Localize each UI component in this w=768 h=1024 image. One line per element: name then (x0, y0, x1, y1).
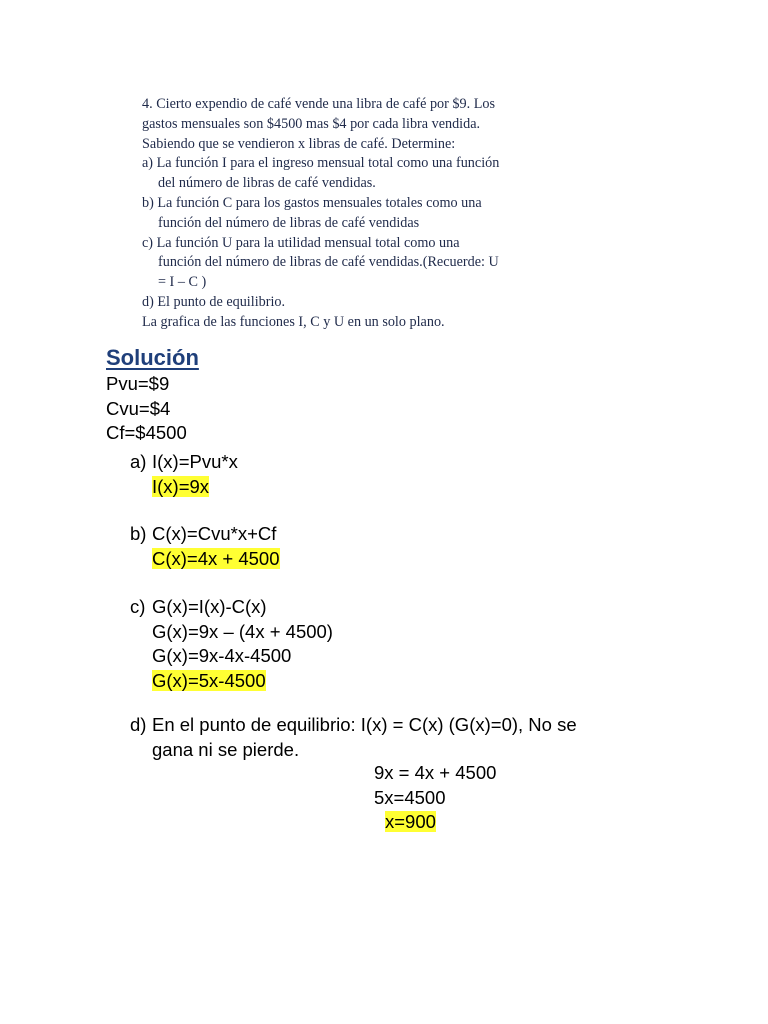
problem-line: función del número de libras de café vendidas.(Recuerde: U (158, 254, 499, 271)
item-d-label: d) (130, 714, 147, 735)
item-c-result: G(x)=5x-4500 (152, 669, 266, 691)
problem-line: c) La función U para la utilidad mensual total como una (142, 234, 460, 251)
item-c-step1: G(x)=9x – (4x + 4500) (152, 620, 333, 642)
item-d-text: En el punto de equilibrio: I(x) = C(x) (G(x)=0), No se (152, 714, 577, 735)
item-b-formula: C(x)=Cvu*x+Cf (152, 523, 277, 544)
problem-line: 4. Cierto expendio de café vende una libra de café por $9. Los (142, 96, 495, 112)
problem-line: Sabiendo que se vendieron x libras de café. Determine: (142, 135, 456, 152)
item-c-formula: G(x)=I(x)-C(x) (152, 596, 267, 617)
item-a-result: I(x)=9x (152, 475, 210, 497)
problem-line: gastos mensuales son $4500 mas $4 por cada libra vendida. (142, 115, 481, 132)
item-d-text-cont: gana ni se pierde. (152, 738, 300, 760)
solution-title: Solución (106, 345, 199, 370)
solution-header (106, 344, 199, 446)
item-c-step2: G(x)=9x-4x-4500 (152, 645, 292, 666)
item-b-label: b) (130, 523, 147, 544)
item-a-formula: I(x)=Pvu*x (152, 451, 238, 472)
pvu-value: Pvu=$9 (106, 373, 170, 394)
cf-value: Cf=$4500 (106, 422, 187, 443)
problem-line: = I – C ) (158, 274, 207, 291)
item-c-label: c) (130, 596, 146, 617)
problem-line: b) La función C para los gastos mensuales totales como una (142, 194, 482, 211)
equilibrium-result: x=900 (385, 811, 436, 832)
item-a-label: a) (130, 451, 147, 472)
item-b-result: C(x)=4x + 4500 (152, 547, 280, 569)
problem-line: La grafica de las funciones I, C y U en un solo plano. (142, 313, 445, 330)
problem-line: d) El punto de equilibrio. (142, 293, 286, 310)
problem-line: a) La función I para el ingreso mensual total como una función (142, 155, 500, 172)
problem-statement-image (142, 95, 552, 333)
equation-2: 5x=4500 (374, 787, 446, 808)
cvu-value: Cvu=$4 (106, 397, 171, 419)
equation-1: 9x = 4x + 4500 (374, 762, 497, 783)
problem-line: función del número de libras de café vendidas (158, 214, 420, 231)
problem-line: del número de libras de café vendidas. (158, 175, 376, 192)
